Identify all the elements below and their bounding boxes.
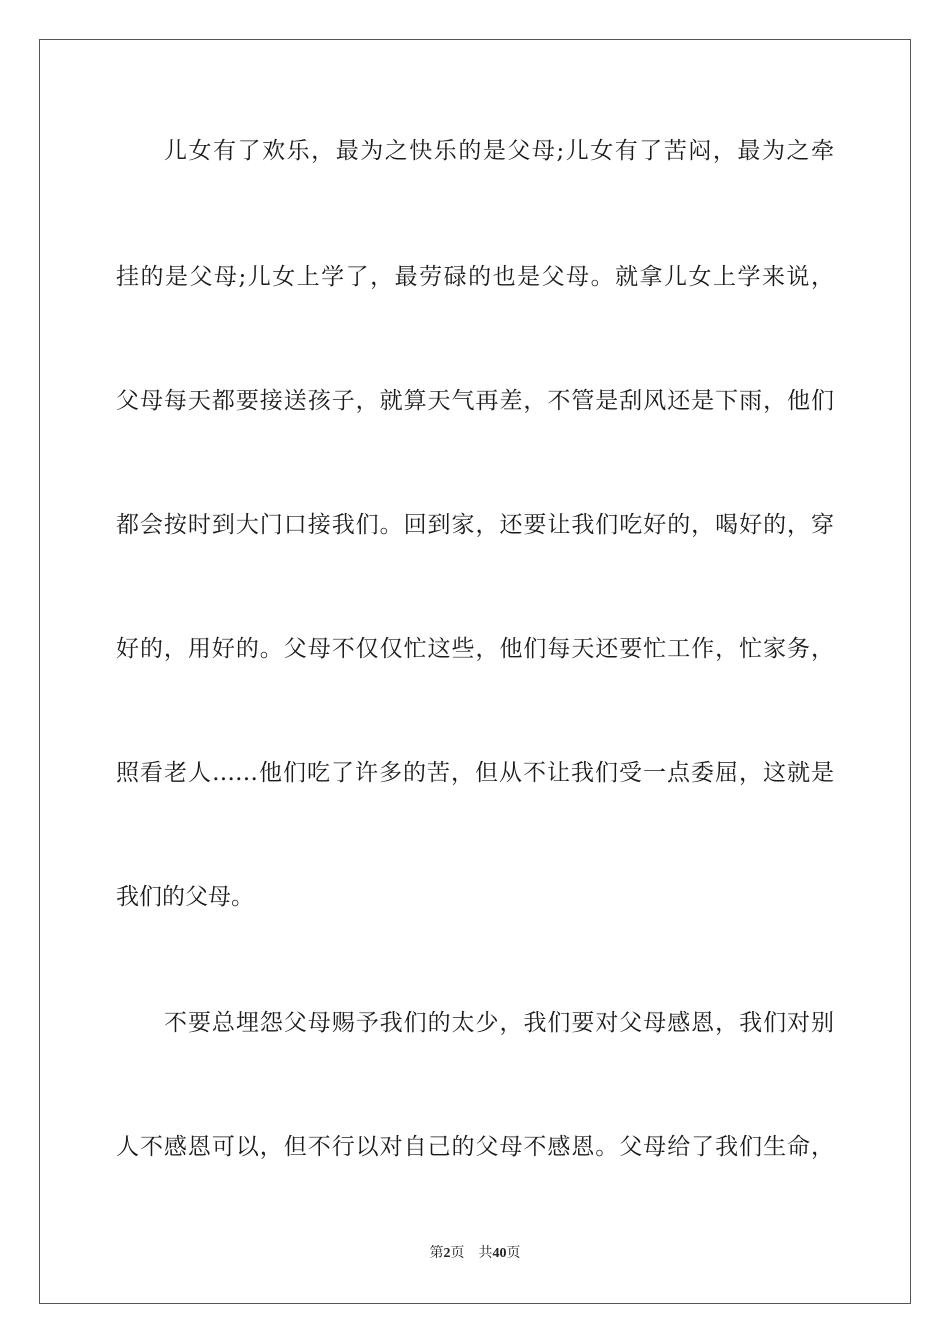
- paragraph-1-line-4: 都会按时到大门口接我们。回到家，还要让我们吃好的，喝好的，穿: [116, 512, 834, 538]
- paragraph-1-line-5: 好的，用好的。父母不仅仅忙这些，他们每天还要忙工作，忙家务，: [116, 636, 834, 662]
- footer-page-prefix: 第: [429, 1246, 444, 1261]
- paragraph-2-line-1: 不要总埋怨父母赐予我们的太少，我们要对父母感恩，我们对别: [164, 1010, 834, 1036]
- footer-total-pages: 40: [492, 1246, 507, 1261]
- footer-total-unit: 页: [506, 1246, 521, 1261]
- page-footer: [0, 1245, 950, 1263]
- footer-current-page: 2: [443, 1246, 451, 1261]
- paragraph-1-line-2: 挂的是父母;儿女上学了，最劳碌的也是父母。就拿儿女上学来说，: [116, 264, 834, 290]
- paragraph-1-line-7: 我们的父母。: [116, 884, 254, 910]
- footer-total-prefix: 共: [478, 1246, 493, 1261]
- page-border: [39, 39, 911, 1304]
- footer-page-unit: 页: [450, 1246, 465, 1261]
- paragraph-1-line-6: 照看老人……他们吃了许多的苦，但从不让我们受一点委屈，这就是: [116, 760, 834, 786]
- paragraph-2-line-2: 人不感恩可以，但不行以对自己的父母不感恩。父母给了我们生命，: [116, 1134, 834, 1160]
- paragraph-1-line-3: 父母每天都要接送孩子，就算天气再差，不管是刮风还是下雨，他们: [116, 388, 834, 414]
- paragraph-1-line-1: 儿女有了欢乐，最为之快乐的是父母;儿女有了苦闷，最为之牵: [164, 138, 834, 164]
